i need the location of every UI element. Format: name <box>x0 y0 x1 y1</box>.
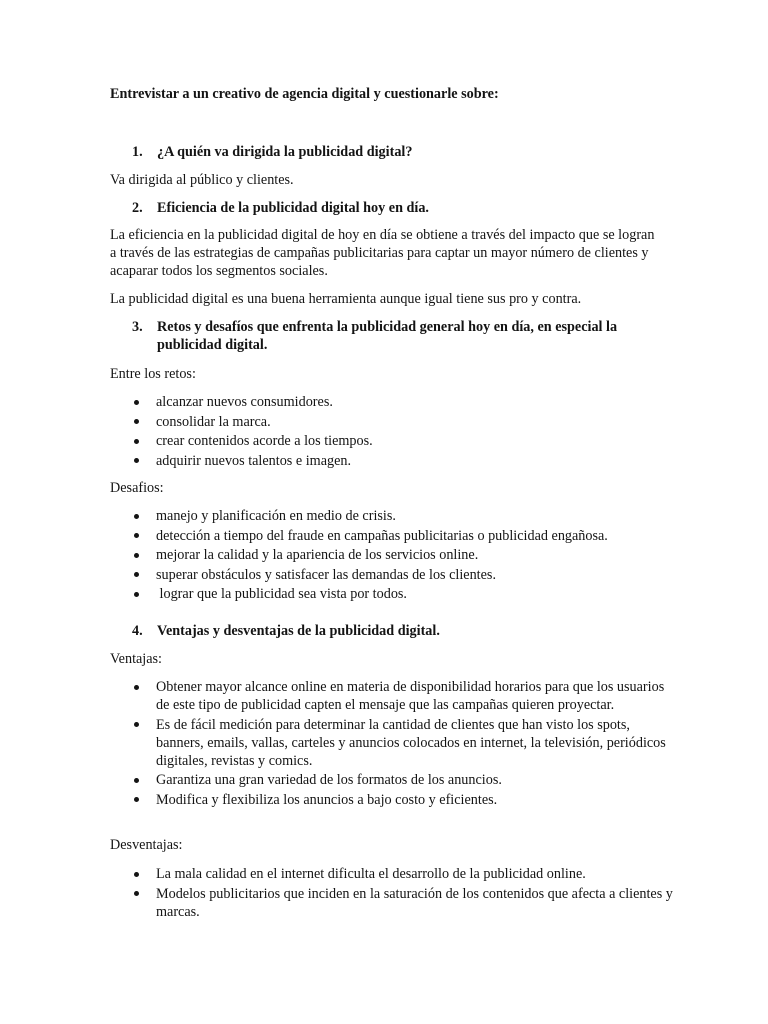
bullet-icon <box>134 685 139 690</box>
section-title: Ventajas y desventajas de la publicidad digital. <box>157 623 440 639</box>
bullet-icon <box>134 419 139 424</box>
list-item: La mala calidad en el internet dificulta el desarrollo de la publicidad online. <box>134 865 674 883</box>
group-label-ventajas: Ventajas: <box>110 651 163 667</box>
list-item: Modifica y flexibiliza los anuncios a bajo costo y eficientes. <box>134 791 674 809</box>
bullet-icon <box>134 778 139 783</box>
group-label-retos: Entre los retos: <box>110 366 196 382</box>
group-label-desventajas: Desventajas: <box>110 837 183 853</box>
desafios-list <box>134 507 674 605</box>
section-title: Retos y desafíos que enfrenta la publicidad general hoy en día, en especial la publicidad digital. <box>157 319 618 353</box>
section-title: ¿A quién va dirigida la publicidad digital? <box>157 144 413 160</box>
bullet-icon <box>134 553 139 558</box>
document-title: Entrevistar a un creativo de agencia digital y cuestionarle sobre: <box>110 86 499 102</box>
bullet-icon <box>134 872 139 877</box>
list-item: Garantiza una gran variedad de los formatos de los anuncios. <box>134 771 674 789</box>
section-number: 1. <box>132 144 143 160</box>
section-heading-2 <box>132 199 672 217</box>
section-number: 3. <box>132 319 143 335</box>
ventajas-list <box>134 678 674 810</box>
list-item: Modelos publicitarios que inciden en la saturación de los contenidos que afecta a clientes y marcas. <box>134 885 674 921</box>
section-heading-4 <box>132 622 672 640</box>
list-item: Obtener mayor alcance online en materia de disponibilidad horarios para que los usuarios de este tipo de publicidad capten el mensaje que las campañas quieren proyectar. <box>134 678 674 714</box>
list-item: consolidar la marca. <box>134 413 674 431</box>
bullet-icon <box>134 400 139 405</box>
bullet-icon <box>134 533 139 538</box>
bullet-icon <box>134 797 139 802</box>
list-item: alcanzar nuevos consumidores. <box>134 393 674 411</box>
paragraph: Va dirigida al público y clientes. <box>110 172 294 188</box>
list-item: detección a tiempo del fraude en campañas publicitarias o publicidad engañosa. <box>134 527 674 545</box>
bullet-icon <box>134 722 139 727</box>
list-item: lograr que la publicidad sea vista por todos. <box>134 585 674 603</box>
bullet-icon <box>134 891 139 896</box>
section-title: Eficiencia de la publicidad digital hoy en día. <box>157 200 429 216</box>
group-label-desafios: Desafios: <box>110 480 164 496</box>
list-item: Es de fácil medición para determinar la cantidad de clientes que han visto los spots, banners, emails, vallas, carteles y anuncios colocados en internet, la televisión, periódicos digitales, revistas y comics. <box>134 716 674 770</box>
section-number: 2. <box>132 200 143 216</box>
paragraph: La eficiencia en la publicidad digital de hoy en día se obtiene a través del impacto que se logran a través de las estrategias de campañas publicitarias para captar un mayor número de clientes y acaparar todos los segmentos sociales. <box>110 227 655 279</box>
bullet-icon <box>134 439 139 444</box>
list-item: superar obstáculos y satisfacer las demandas de los clientes. <box>134 566 674 584</box>
list-item: crear contenidos acorde a los tiempos. <box>134 432 674 450</box>
section-heading-1 <box>132 143 672 161</box>
list-item: mejorar la calidad y la apariencia de los servicios online. <box>134 546 674 564</box>
bullet-icon <box>134 458 139 463</box>
desventajas-list <box>134 865 674 922</box>
bullet-icon <box>134 592 139 597</box>
bullet-icon <box>134 514 139 519</box>
paragraph: La publicidad digital es una buena herramienta aunque igual tiene sus pro y contra. <box>110 291 582 307</box>
bullet-icon <box>134 572 139 577</box>
retos-list <box>134 393 674 471</box>
section-heading-3 <box>132 318 672 354</box>
list-item: adquirir nuevos talentos e imagen. <box>134 452 674 470</box>
section-number: 4. <box>132 623 143 639</box>
list-item: manejo y planificación en medio de crisis. <box>134 507 674 525</box>
